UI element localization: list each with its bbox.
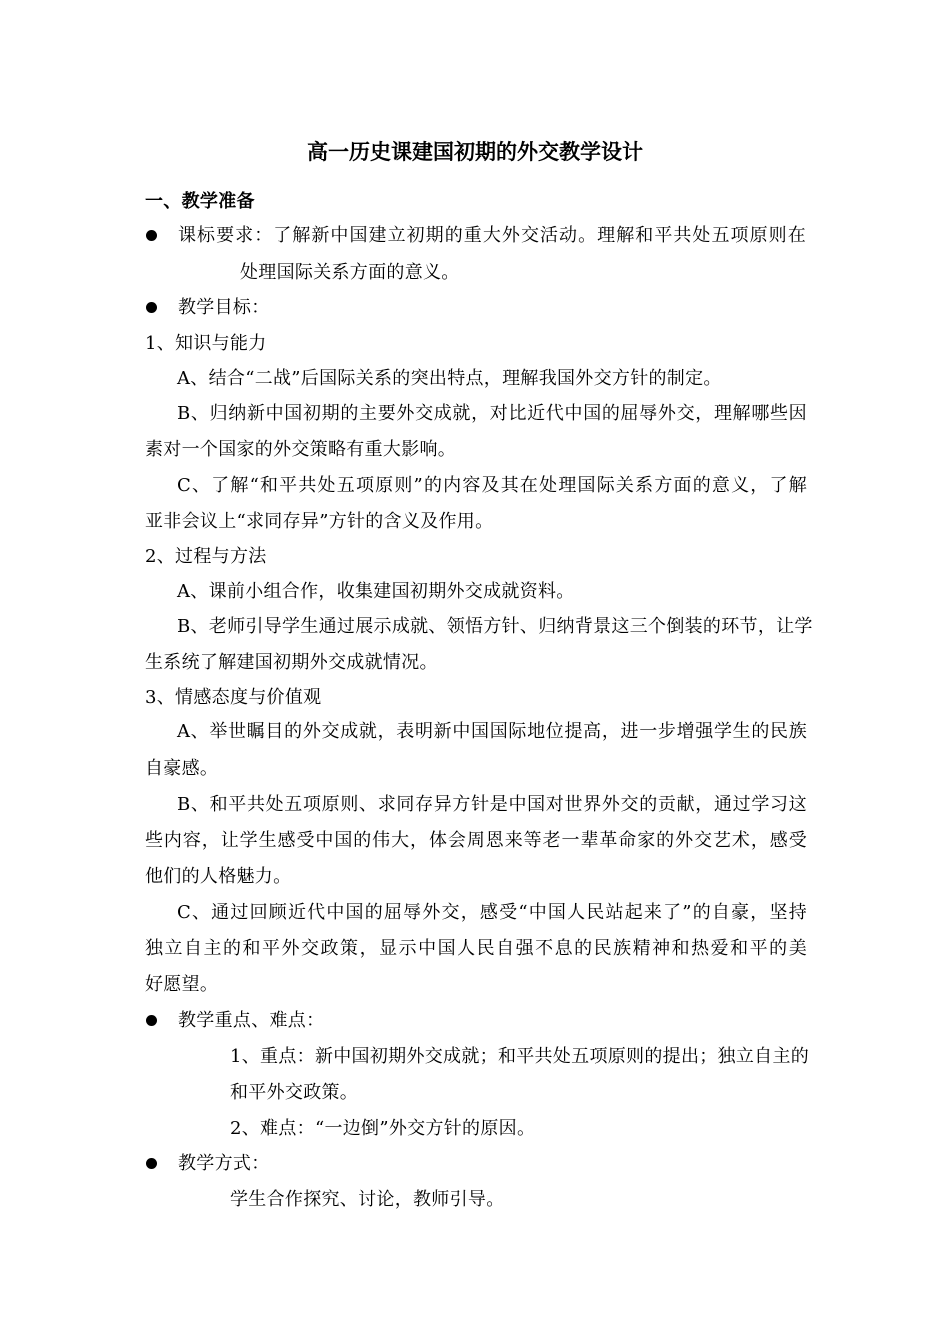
- knowledge-heading: 1、知识与能力: [145, 333, 267, 354]
- bullet-icon: [146, 230, 157, 241]
- values-item-b-line3: 他们的人格魅力。: [145, 866, 292, 887]
- knowledge-item-c-line2: 亚非会议上“求同存异”方针的含义及作用。: [145, 511, 494, 532]
- key-point-1-line2: 和平外交政策。: [230, 1082, 359, 1103]
- knowledge-item-b-line2: 素对一个国家的外交策略有重大影响。: [145, 439, 457, 460]
- values-heading: 3、情感态度与价值观: [145, 687, 322, 708]
- document-title: 高一历史课建国初期的外交教学设计: [307, 140, 643, 164]
- process-heading: 2、过程与方法: [145, 546, 267, 567]
- teaching-method-label: 教学方式：: [178, 1153, 270, 1174]
- values-item-b-line2: 些内容，让学生感受中国的伟大，体会周恩来等老一辈革命家的外交艺术，感受: [145, 830, 807, 851]
- key-point-2: 2、难点：“一边倒”外交方针的原因。: [230, 1118, 536, 1139]
- knowledge-item-c-line1: C、了解“和平共处五项原则”的内容及其在处理国际关系方面的意义，了解: [177, 475, 807, 496]
- key-points-label: 教学重点、难点：: [178, 1010, 325, 1031]
- process-item-a: A、课前小组合作，收集建国初期外交成就资料。: [177, 581, 575, 602]
- process-item-b-line1: B、老师引导学生通过展示成就、领悟方针、归纳背景这三个倒装的环节，让学: [177, 616, 813, 637]
- key-point-1-line1: 1、重点：新中国初期外交成就；和平共处五项原则的提出；独立自主的: [230, 1046, 810, 1067]
- process-item-b-line2: 生系统了解建国初期外交成就情况。: [145, 652, 438, 673]
- curriculum-standard-line2: 处理国际关系方面的意义。: [240, 262, 460, 283]
- knowledge-item-b-line1: B、归纳新中国初期的主要外交成就，对比近代中国的屈辱外交，理解哪些因: [177, 403, 807, 424]
- values-item-a-line1: A、举世瞩目的外交成就，表明新中国国际地位提高，进一步增强学生的民族: [177, 721, 807, 742]
- goals-label: 教学目标：: [178, 297, 270, 318]
- bullet-icon: [146, 1015, 157, 1026]
- curriculum-standard-line1: 课标要求：了解新中国建立初期的重大外交活动。理解和平共处五项原则在: [178, 225, 806, 246]
- section-heading: 一、教学准备: [145, 191, 255, 212]
- bullet-icon: [146, 1158, 157, 1169]
- values-item-c-line1: C、通过回顾近代中国的屈辱外交，感受“中国人民站起来了”的自豪，坚持: [177, 902, 807, 923]
- values-item-b-line1: B、和平共处五项原则、求同存异方针是中国对世界外交的贡献，通过学习这: [177, 794, 807, 815]
- teaching-method-text: 学生合作探究、讨论，教师引导。: [230, 1189, 505, 1210]
- values-item-a-line2: 自豪感。: [145, 758, 219, 779]
- knowledge-item-a: A、结合“二战”后国际关系的突出特点，理解我国外交方针的制定。: [177, 368, 722, 389]
- bullet-icon: [146, 302, 157, 313]
- values-item-c-line3: 好愿望。: [145, 974, 219, 995]
- values-item-c-line2: 独立自主的和平外交政策，显示中国人民自强不息的民族精神和热爱和平的美: [145, 938, 807, 959]
